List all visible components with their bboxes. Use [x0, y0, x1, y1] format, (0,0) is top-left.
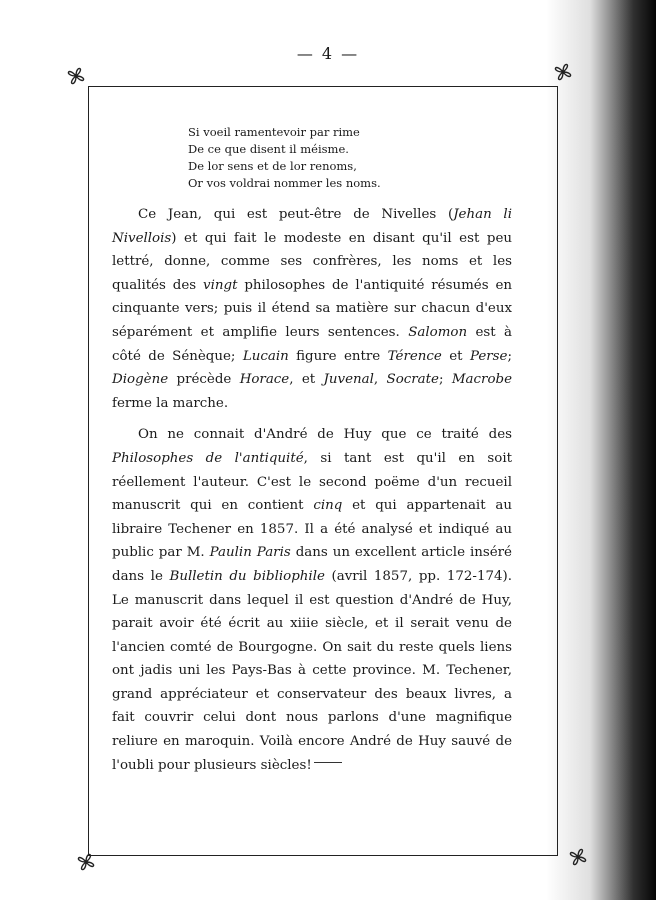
body-text	[112, 203, 512, 785]
verse-line: Si voeil ramentevoir par rime	[188, 125, 360, 139]
ornament-bottom-right-icon	[566, 845, 590, 869]
paragraph-1: Ce Jean, qui est peut-être de Nivelles (Jehan li Nivellois) et qui fait le modeste en disant qu'il est peu lettré, donne, comme ses confrères, les noms et les qualités des vingt philosophes de l'antiquité résumés en cinquante vers; puis il étend sa matière sur chacun d'eux séparément et amplifie leurs sentences. Salomon est à côté de Sénèque; Lucain figure entre Térence et Perse; Diogène précède Horace, et Juvenal, Socrate; Macrobe ferme la marche.	[112, 207, 512, 411]
closing-rule	[314, 762, 342, 763]
page-number: — 4 —	[296, 44, 360, 63]
paragraph-2: On ne connait d'André de Huy que ce traité des Philosophes de l'antiquité, si tant est qu'il en soit réellement l'auteur. C'est le second poëme d'un recueil manuscrit qui en contient cinq et qui appartenait au libraire Techener en 1857. Il a été analysé et indiqué au public par M. Paulin Paris dans un excellent article inséré dans le Bulletin du bibliophile (avril 1857, pp. 172-174). Le manuscrit dans lequel il est question d'André de Huy, parait avoir été écrit au xiiie siècle, et il serait venu de l'ancien comté de Bourgogne. On sait du reste quels liens ont jadis uni les Pays-Bas à cette province. M. Techener, grand appréciateur et conservateur des beaux livres, a fait couvrir celui dont nous parlons d'une magnifique reliure en maroquin. Voilà encore André de Huy sauvé de l'oubli pour plusieurs siècles!	[112, 427, 512, 773]
ornament-bottom-left-icon	[74, 850, 98, 874]
verse-line: De lor sens et de lor renoms,	[188, 159, 357, 173]
ornament-top-left-icon	[64, 64, 88, 88]
verse-line: Or vos voldrai nommer les noms.	[188, 176, 381, 190]
verse-line: De ce que disent il méisme.	[188, 142, 349, 156]
ornament-top-right-icon	[551, 60, 575, 84]
verse-quote	[188, 124, 381, 192]
book-spine-shadow	[546, 0, 656, 900]
